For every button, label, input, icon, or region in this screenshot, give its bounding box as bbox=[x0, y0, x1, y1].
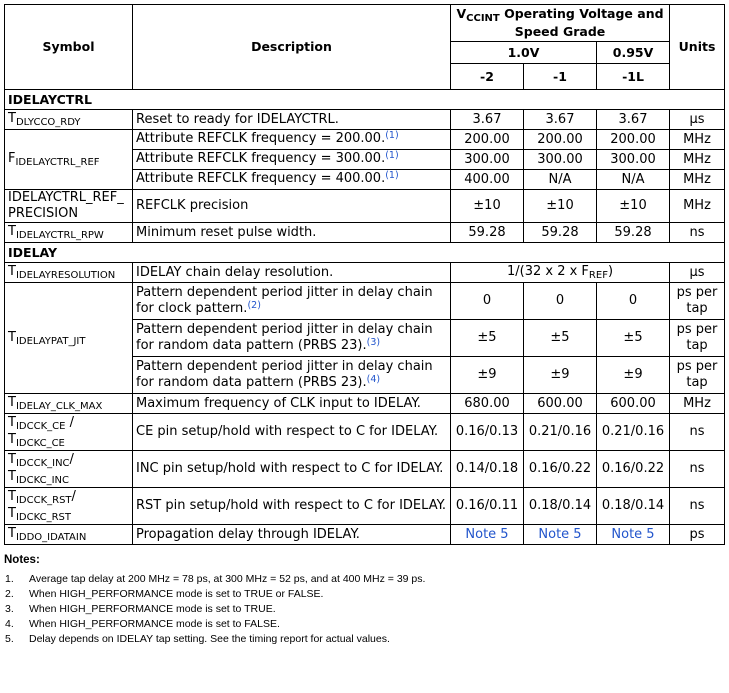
symbol-cell bbox=[5, 283, 133, 394]
symbol-cell bbox=[5, 223, 133, 243]
table-row bbox=[5, 263, 725, 283]
unit-cell: MHz bbox=[670, 150, 725, 170]
vccint-v: V bbox=[456, 6, 467, 21]
vccint-rest: Operating Voltage and Speed Grade bbox=[499, 6, 664, 39]
symbol-sub: IDCKC_CE bbox=[15, 438, 65, 449]
table-row bbox=[5, 283, 725, 320]
note-text: Average tap delay at 200 MHz = 78 ps, at 300 MHz = 52 ps, and at 400 MHz = 39 ps. bbox=[29, 573, 426, 585]
value-cell bbox=[524, 525, 597, 545]
note-number: 5. bbox=[5, 633, 14, 645]
footnote-link[interactable]: (3) bbox=[366, 336, 381, 348]
symbol-cell bbox=[5, 190, 133, 223]
table-row bbox=[5, 414, 725, 451]
description-text: Pattern dependent period jitter in delay chain for random data pattern (PRBS 23). bbox=[136, 321, 433, 353]
value-cell: 0 bbox=[451, 283, 524, 320]
section-idelay: IDELAY bbox=[5, 243, 725, 263]
description-cell: Reset to ready for IDELAYCTRL. bbox=[133, 110, 451, 130]
symbol-cell bbox=[5, 394, 133, 414]
symbol-sub: IDELAYPAT_JIT bbox=[15, 335, 86, 347]
unit-cell: ns bbox=[670, 414, 725, 451]
note-number: 3. bbox=[5, 603, 14, 615]
note-text: Delay depends on IDELAY tap setting. See the timing report for actual values. bbox=[29, 633, 390, 645]
symbol-t: T bbox=[8, 224, 16, 239]
footnote-link[interactable]: (2) bbox=[247, 299, 261, 311]
footnote-link[interactable]: (4) bbox=[366, 373, 381, 385]
symbol-sub: IDELAYCTRL_REF bbox=[15, 157, 100, 168]
table-row bbox=[5, 525, 725, 545]
footnote-link[interactable]: (1) bbox=[385, 150, 399, 161]
notes-title: Notes: bbox=[4, 554, 40, 566]
symbol-sub: IDCCK_CE bbox=[15, 421, 66, 432]
value-cell: 600.00 bbox=[597, 394, 670, 414]
value-cell: 3.67 bbox=[524, 110, 597, 130]
symbol-cell bbox=[5, 263, 133, 283]
value-text: 1/(32 x 2 x F bbox=[506, 264, 589, 279]
resolution-value-cell bbox=[451, 263, 670, 283]
section-row bbox=[5, 90, 725, 110]
unit-cell: ps bbox=[670, 525, 725, 545]
description-cell: IDELAY chain delay resolution. bbox=[133, 263, 451, 283]
description-cell bbox=[133, 170, 451, 190]
value-cell: ±5 bbox=[451, 320, 524, 357]
value-cell: 300.00 bbox=[451, 150, 524, 170]
symbol-t: T bbox=[8, 395, 16, 410]
unit-cell: MHz bbox=[670, 130, 725, 150]
symbol-t: T bbox=[8, 329, 16, 345]
note-item bbox=[4, 602, 724, 617]
value-cell: N/A bbox=[524, 170, 597, 190]
description-cell: CE pin setup/hold with respect to C for IDELAY. bbox=[133, 414, 451, 451]
unit-cell: ns bbox=[670, 451, 725, 488]
description-cell: RST pin setup/hold with respect to C for IDELAY. bbox=[133, 488, 451, 525]
value-cell: 0.16/0.22 bbox=[597, 451, 670, 488]
symbol-t: T bbox=[8, 111, 16, 126]
symbol-t: T bbox=[8, 452, 16, 467]
note-item bbox=[4, 632, 724, 647]
note5-link[interactable]: Note 5 bbox=[611, 526, 655, 542]
voltage-095v: 0.95V bbox=[597, 42, 670, 64]
note-number: 1. bbox=[5, 573, 14, 585]
description-text: Attribute REFCLK frequency = 300.00. bbox=[136, 151, 386, 166]
value-cell: 0.18/0.14 bbox=[524, 488, 597, 525]
description-text: Pattern dependent period jitter in delay chain for clock pattern. bbox=[136, 284, 433, 316]
value-cell: ±10 bbox=[597, 190, 670, 223]
value-cell bbox=[597, 525, 670, 545]
note-number: 2. bbox=[5, 588, 14, 600]
note-number: 4. bbox=[5, 618, 14, 630]
symbol-sub: DLYCCO_RDY bbox=[15, 117, 81, 128]
value-cell: 0.21/0.16 bbox=[524, 414, 597, 451]
footnote-link[interactable]: (1) bbox=[385, 170, 399, 181]
symbol-line: IDELAYCTRL_REF_ bbox=[8, 190, 124, 205]
symbol-t: T bbox=[8, 415, 16, 430]
symbol-t: T bbox=[8, 526, 16, 541]
table-row bbox=[5, 451, 725, 488]
description-text: Attribute REFCLK frequency = 400.00. bbox=[136, 171, 386, 186]
description-cell: Minimum reset pulse width. bbox=[133, 223, 451, 243]
note-item bbox=[4, 572, 724, 587]
unit-cell: MHz bbox=[670, 170, 725, 190]
symbol-sub: IDDO_IDATAIN bbox=[15, 532, 87, 543]
symbol-sep: / bbox=[65, 415, 74, 430]
value-cell: 400.00 bbox=[451, 170, 524, 190]
value-cell: 200.00 bbox=[524, 130, 597, 150]
table-row bbox=[5, 223, 725, 243]
symbol-sep: / bbox=[71, 489, 76, 504]
symbol-cell bbox=[5, 414, 133, 451]
spec-sheet bbox=[4, 4, 724, 647]
value-cell: 0.21/0.16 bbox=[597, 414, 670, 451]
symbol-t: T bbox=[8, 264, 16, 279]
value-cell: 300.00 bbox=[597, 150, 670, 170]
unit-cell: μs bbox=[670, 263, 725, 283]
symbol-cell bbox=[5, 488, 133, 525]
value-cell: 3.67 bbox=[597, 110, 670, 130]
value-cell: 3.67 bbox=[451, 110, 524, 130]
unit-cell: ns bbox=[670, 223, 725, 243]
table-row bbox=[5, 394, 725, 414]
note-text: When HIGH_PERFORMANCE mode is set to FALSE. bbox=[29, 618, 280, 630]
unit-cell: μs bbox=[670, 110, 725, 130]
description-header: Description bbox=[133, 5, 451, 90]
value-cell: 200.00 bbox=[451, 130, 524, 150]
value-cell: 600.00 bbox=[524, 394, 597, 414]
note5-link[interactable]: Note 5 bbox=[465, 526, 509, 542]
description-text: Pattern dependent period jitter in delay chain for random data pattern (PRBS 23). bbox=[136, 358, 433, 390]
symbol-sub: IDELAYRESOLUTION bbox=[15, 270, 116, 281]
symbol-sub: IDCCK_INC bbox=[15, 458, 70, 469]
symbol-sub: IDCKC_RST bbox=[15, 512, 71, 523]
value-cell: 0 bbox=[524, 283, 597, 320]
value-cell: 300.00 bbox=[524, 150, 597, 170]
symbol-cell bbox=[5, 130, 133, 190]
symbol-t: T bbox=[8, 506, 16, 521]
unit-cell: ps per tap bbox=[670, 357, 725, 394]
note-item bbox=[4, 587, 724, 602]
description-text: Attribute REFCLK frequency = 200.00. bbox=[136, 131, 386, 146]
footnote-link[interactable]: (1) bbox=[385, 130, 399, 141]
symbol-t: T bbox=[8, 469, 16, 484]
description-cell: REFCLK precision bbox=[133, 190, 451, 223]
description-cell: INC pin setup/hold with respect to C for IDELAY. bbox=[133, 451, 451, 488]
symbol-sub: IDELAY_CLK_MAX bbox=[15, 401, 103, 412]
value-cell: ±9 bbox=[451, 357, 524, 394]
value-cell: 0.18/0.14 bbox=[597, 488, 670, 525]
description-cell bbox=[133, 130, 451, 150]
description-cell bbox=[133, 283, 451, 320]
vccint-header bbox=[451, 5, 670, 42]
value-cell: 0.14/0.18 bbox=[451, 451, 524, 488]
value-cell: ±9 bbox=[524, 357, 597, 394]
symbol-sep: / bbox=[69, 452, 74, 467]
value-cell: 59.28 bbox=[597, 223, 670, 243]
note-text: When HIGH_PERFORMANCE mode is set to TRUE. bbox=[29, 603, 276, 615]
note-text: When HIGH_PERFORMANCE mode is set to TRUE or FALSE. bbox=[29, 588, 324, 600]
value-cell: N/A bbox=[597, 170, 670, 190]
value-cell: 0.16/0.11 bbox=[451, 488, 524, 525]
value-cell: 59.28 bbox=[524, 223, 597, 243]
unit-cell: ns bbox=[670, 488, 725, 525]
header-row bbox=[5, 5, 725, 42]
value-cell: 59.28 bbox=[451, 223, 524, 243]
value-cell: ±5 bbox=[597, 320, 670, 357]
units-header: Units bbox=[670, 5, 725, 90]
value-cell: ±10 bbox=[451, 190, 524, 223]
value-cell: 680.00 bbox=[451, 394, 524, 414]
symbol-t: T bbox=[8, 489, 16, 504]
symbol-t: F bbox=[8, 151, 16, 166]
idelay-switching-table bbox=[4, 4, 725, 545]
table-row bbox=[5, 488, 725, 525]
symbol-line: PRECISION bbox=[8, 206, 79, 221]
value-cell: 0.16/0.13 bbox=[451, 414, 524, 451]
section-row bbox=[5, 243, 725, 263]
value-text: ) bbox=[607, 264, 614, 279]
value-cell bbox=[451, 525, 524, 545]
table-row bbox=[5, 110, 725, 130]
value-cell: ±5 bbox=[524, 320, 597, 357]
unit-cell: ps per tap bbox=[670, 283, 725, 320]
symbol-cell bbox=[5, 110, 133, 130]
symbol-sub: IDCKC_INC bbox=[15, 475, 69, 486]
table-row bbox=[5, 190, 725, 223]
value-cell: ±9 bbox=[597, 357, 670, 394]
description-cell bbox=[133, 150, 451, 170]
description-cell bbox=[133, 320, 451, 357]
value-cell: 0 bbox=[597, 283, 670, 320]
description-cell: Maximum frequency of CLK input to IDELAY. bbox=[133, 394, 451, 414]
description-cell: Propagation delay through IDELAY. bbox=[133, 525, 451, 545]
symbol-header: Symbol bbox=[5, 5, 133, 90]
voltage-1v: 1.0V bbox=[451, 42, 597, 64]
symbol-sub: IDCCK_RST bbox=[15, 495, 72, 506]
section-idelayctrl: IDELAYCTRL bbox=[5, 90, 725, 110]
symbol-t: T bbox=[8, 432, 16, 447]
vccint-sub: CCINT bbox=[466, 13, 500, 24]
symbol-cell bbox=[5, 525, 133, 545]
note5-link[interactable]: Note 5 bbox=[538, 526, 582, 542]
grade-minus2: -2 bbox=[451, 64, 524, 90]
notes-section bbox=[4, 553, 724, 647]
note-item bbox=[4, 617, 724, 632]
unit-cell: MHz bbox=[670, 394, 725, 414]
symbol-sub: IDELAYCTRL_RPW bbox=[15, 230, 104, 241]
value-cell: ±10 bbox=[524, 190, 597, 223]
value-cell: 0.16/0.22 bbox=[524, 451, 597, 488]
value-cell: 200.00 bbox=[597, 130, 670, 150]
value-sub: REF bbox=[588, 270, 608, 281]
symbol-cell bbox=[5, 451, 133, 488]
description-cell bbox=[133, 357, 451, 394]
table-row bbox=[5, 130, 725, 150]
unit-cell: ps per tap bbox=[670, 320, 725, 357]
grade-minus1l: -1L bbox=[597, 64, 670, 90]
unit-cell: MHz bbox=[670, 190, 725, 223]
grade-minus1: -1 bbox=[524, 64, 597, 90]
